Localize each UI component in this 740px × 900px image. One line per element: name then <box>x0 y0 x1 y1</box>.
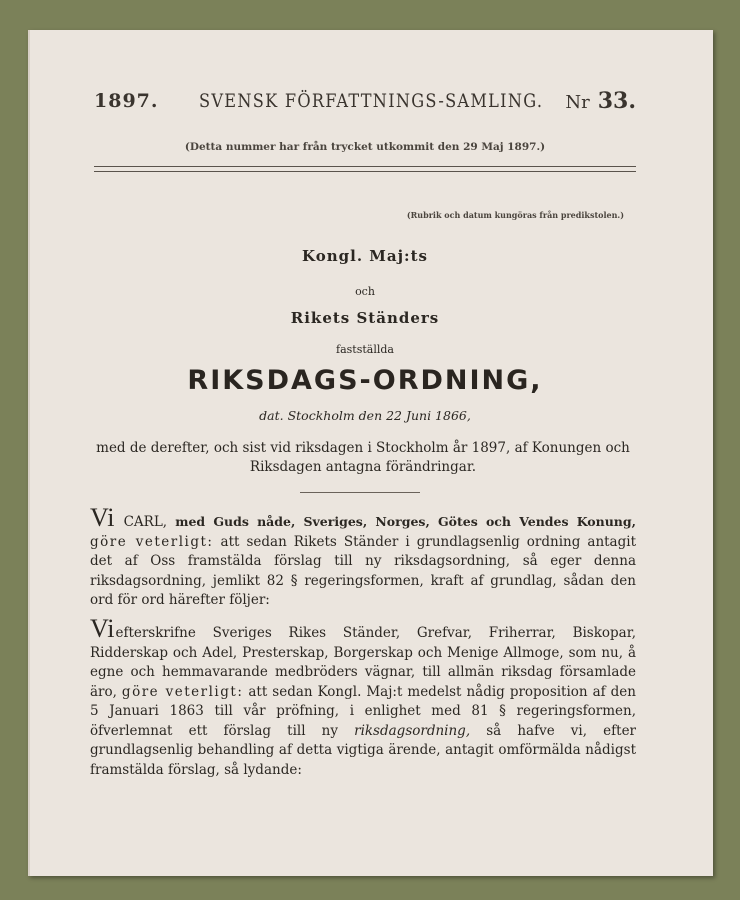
number-label: Nr <box>565 92 590 113</box>
rubric-note: (Rubrik och datum kungöras från predikstolen.) <box>406 210 624 220</box>
masthead-title: SVENSK FÖRFATTNINGS-SAMLING. <box>199 90 544 112</box>
document-title: RIKSDAGS-ORDNING, <box>187 365 543 396</box>
paragraph-2-text-c: så hafve vi, efter grundlagsenlig behandling af detta vigtiga ärende, antagit omförmälda nådigst framstälda förslag, så lydande: <box>90 722 637 778</box>
dated-line: dat. Stockholm den 22 Juni 1866, <box>259 408 471 423</box>
title-line-kongl: Kongl. Maj:ts <box>302 247 428 265</box>
paragraph-2-text-a: efterskrifne Sveriges Rikes Ständer, Grefvar, Friherrar, Biskopar, Ridderskap och Adel, Presterskap, Borgerskap och Menige Allmoge, som nu, å egne och hemmavarande medbröders vägnar, till allmän riksdag församlade äro, <box>90 625 636 700</box>
title-och: och <box>355 285 375 298</box>
riksdagsordning-italic: riksdagsordning, <box>354 722 471 739</box>
amendment-note: med de derefter, och sist vid riksdagen i Stockholm år 1897, af Konungen och Riksdagen antagna förändringar. <box>96 440 630 475</box>
header-divider <box>94 166 636 172</box>
paragraph-2-text-b: att sedan Kongl. Maj:t medelst nådig proposition af den 5 Januari 1863 till vår pröfning, i enlighet med 81 § regeringsformen, öfverlemnat ett förslag till ny <box>90 683 636 739</box>
gore-veterligt: göre veterligt: <box>121 683 244 700</box>
issued-note: (Detta nummer har från trycket utkommit den 29 Maj 1897.) <box>184 141 546 153</box>
section-divider <box>300 492 420 493</box>
paragraph-1-text: att sedan Rikets Ständer i grundlagsenlig ordning antagit det af Oss framstälda förslag till ny riksdagsordning, så eger denna riksdagsordning, jemlikt 82 § regeringsformen, kraft af grundlag, sådan den ord för ord härefter följer: <box>90 533 636 608</box>
year: 1897. <box>94 90 159 112</box>
issue-number <box>565 88 636 114</box>
gore-veterligt: göre veterligt: <box>90 533 214 550</box>
number-value: 33. <box>597 88 636 114</box>
paragraph-2 <box>90 614 637 780</box>
dropcap: Vi <box>90 503 115 532</box>
title-faststalda: fastställda <box>336 343 394 356</box>
dropcap: Vi <box>90 614 115 643</box>
paragraph-1 <box>90 503 636 611</box>
header-row <box>94 88 636 120</box>
document-page <box>28 30 713 876</box>
king-title: med Guds nåde, Sveriges, Norges, Götes och Vendes Konung, <box>175 514 636 529</box>
king-name: CARL, <box>123 514 168 530</box>
title-line-rikets: Rikets Ständers <box>290 309 440 327</box>
